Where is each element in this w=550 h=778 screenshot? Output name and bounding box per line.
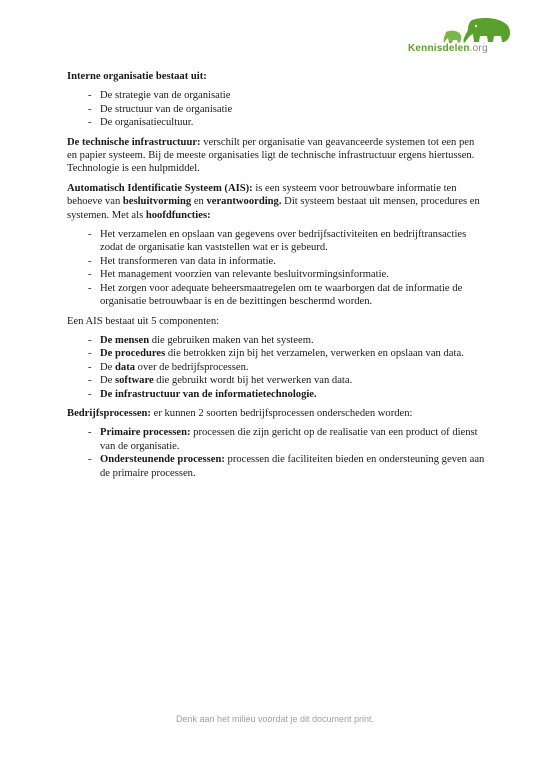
text-run: die gebruikt wordt bij het verwerken van data. [153,375,353,387]
list-item: - Het transformeren van data in informatie. [67,255,485,268]
list-item [67,334,485,347]
list-item: - De strategie van de organisatie [67,89,485,102]
text-run: Dit systeem bestaat uit mensen, procedures en systemen. Met als [67,196,480,221]
text-run: processen die zijn gericht op de realisatie van een product of dienst van de organisatie. [100,427,478,452]
paragraph-bedrijfsprocessen [67,407,485,420]
list-item: - Het zorgen voor adequate beheersmaatregelen om te waarborgen dat de informatie de organisatie betrouwbaar is en de bezittingen beschermd worden. [67,282,485,309]
list-item [67,347,485,360]
bold-run: verantwoording. [206,196,282,208]
list-item: - De structuur van de organisatie [67,103,485,116]
term-text: verschilt per organisatie van geavanceerde systemen tot een pen en papier systeem. Bij de meeste organisaties ligt de technische infrastructuur ergens hiertussen. Technologie is een hulpmiddel. [67,136,475,175]
elephant-icon [424,16,524,44]
list-item: - De organisatiecultuur. [67,116,485,129]
bold-run: data [115,361,136,373]
list-interne-organisatie [67,89,485,129]
logo-wordmark [408,43,488,54]
footer-note: Denk aan het milieu voordat je dit document print. [175,714,375,724]
bold-run: software [115,375,154,387]
text-run: die betrokken zijn bij het verzamelen, verwerken en opslaan van data. [165,348,464,360]
term-text: er kunnen 2 soorten bedrijfsprocessen onderscheden worden: [150,407,413,419]
paragraph-ais [67,182,485,222]
list-item [67,361,485,374]
paragraph-technische-infrastructuur [67,136,485,176]
term: Bedrijfsprocessen: [67,407,151,419]
list-item [67,374,485,387]
paragraph-componenten-intro: Een AIS bestaat uit 5 componenten: [67,315,220,327]
logo-part1: Kennis [408,43,443,54]
bold-run: De mensen [100,334,150,346]
bold-run: Primaire processen: [100,427,191,439]
bold-run: besluitvorming [122,196,192,208]
list-hoofdfuncties [67,228,485,308]
section-heading-interne-organisatie [67,70,485,83]
text-run: De [100,361,116,373]
text-run: processen die faciliteiten bieden en ondersteuning geven aan de primaire processen. [100,454,485,479]
list-componenten [67,334,485,401]
list-item [67,426,485,453]
bold-run: De procedures [100,348,166,360]
logo-tld: .org [469,43,488,54]
kennisdelen-logo [408,16,528,54]
text-run: is een systeem voor betrouwbare informatie ten behoeve van [67,182,457,208]
list-item [67,453,485,480]
text-run: en [191,196,207,208]
bold-run: De infrastructuur van de informatietechnologie. [100,388,317,400]
text-run: over de bedrijfsprocessen. [135,361,249,373]
text-run: De [100,375,116,387]
term: De technische infrastructuur: [67,136,201,148]
logo-part2: delen [442,43,470,54]
document-body [67,70,485,486]
term: Automatisch Identificatie Systeem (AIS): [67,182,253,194]
text-run: die gebruiken maken van het systeem. [149,334,314,346]
list-item: - Het verzamelen en opslaan van gegevens over bedrijfsactiviteiten en bedrijftransacties zodat de organisatie kan vaststellen wat er is gebeurd. [67,228,485,255]
bold-run: Ondersteunende processen: [100,454,225,466]
bold-run: hoofdfuncties: [145,209,211,221]
list-item: - Het management voorzien van relevante besluitvormingsinformatie. [67,268,485,281]
heading-text: Interne organisatie bestaat uit: [67,71,207,82]
list-bedrijfsprocessen [67,426,485,480]
list-item [67,388,485,401]
